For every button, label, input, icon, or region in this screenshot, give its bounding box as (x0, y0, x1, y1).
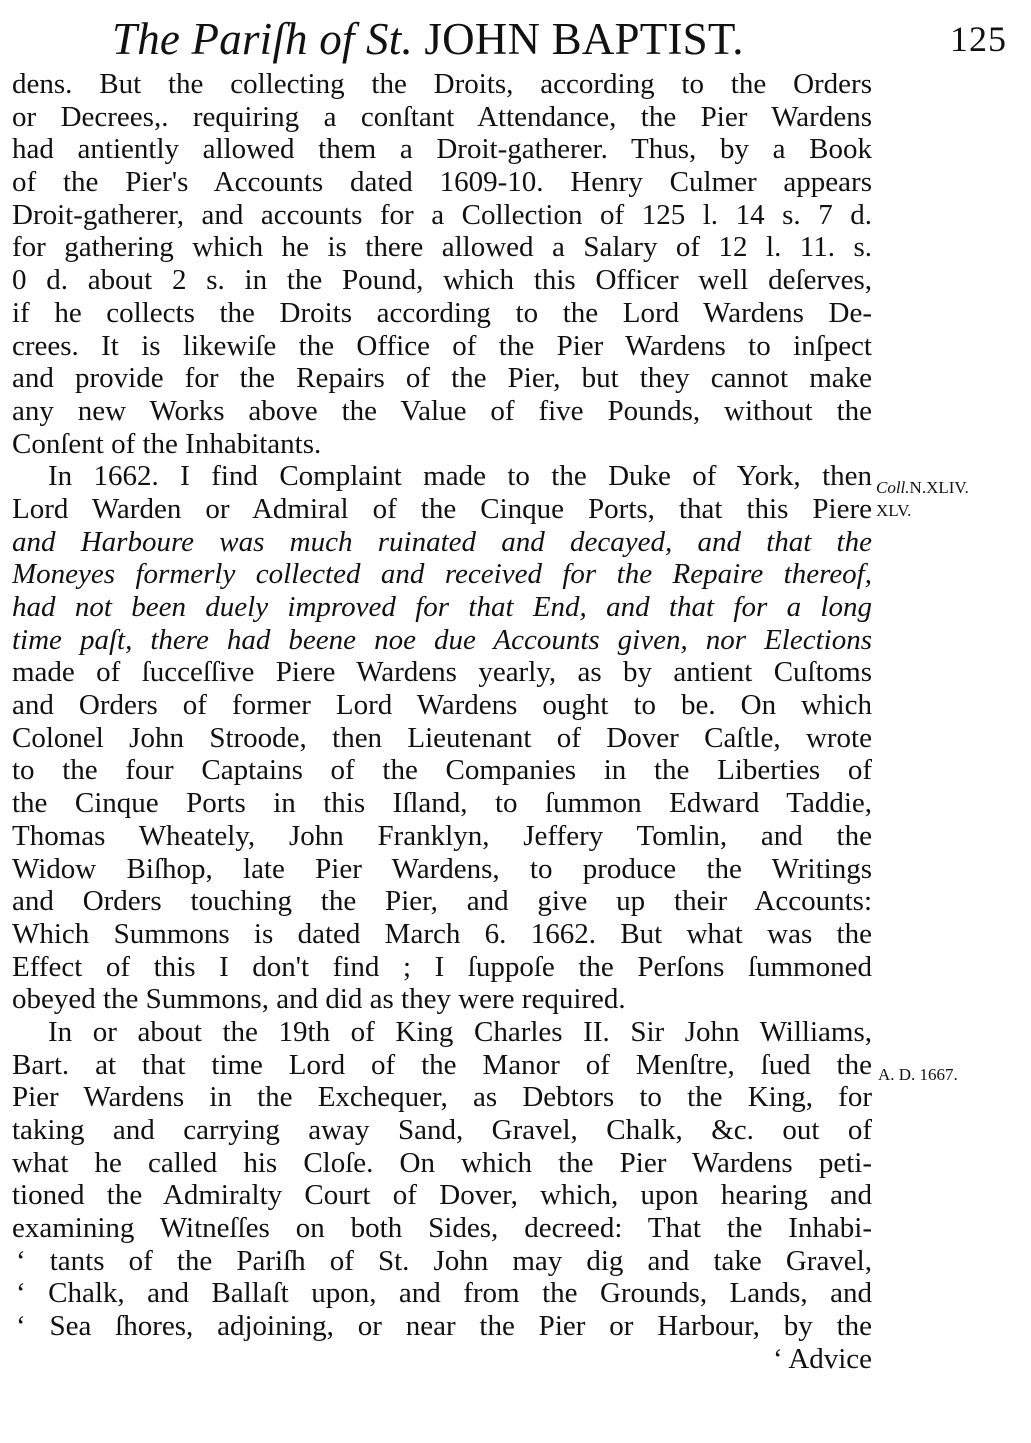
margin-note-year: A. D. 1667. (878, 1065, 958, 1084)
running-head-prefix: The Pariſh of St. (112, 14, 413, 64)
text-line: the Cinque Ports in this Iſland, to ſummon Edward Taddie, (12, 787, 872, 820)
text-line: dens. But the collecting the Droits, according to the Orders (12, 68, 872, 100)
text-line: examining Witneſſes on both Sides, decreed: That the Inhabi- (12, 1212, 872, 1245)
text-line: ‘ tants of the Pariſh of St. John may dig and take Gravel, (16, 1244, 872, 1277)
text-line: In or about the 19th of King Charles II. Sir John Williams, (48, 1015, 872, 1048)
text-line: 0 d. about 2 s. in the Pound, which this Officer well deſerves, (12, 264, 872, 297)
margin-note-coll-num: N.XLIV. (909, 478, 969, 497)
text-line: of the Pier's Accounts dated 1609-10. Henry Culmer appears (12, 166, 872, 199)
margin-note-collection-2: XLV. (876, 501, 912, 520)
text-line: and Harboure was much ruinated and decayed, and that the (12, 525, 872, 558)
running-head-main: JOHN BAPTIST. (412, 14, 744, 64)
text-line: any new Works above the Value of five Pounds, without the (12, 394, 872, 427)
text-line: Widow Biſhop, late Pier Wardens, to produce the Writings (12, 852, 872, 885)
margin-note-coll: Coll. (876, 478, 910, 497)
page-number: 125 (950, 19, 1007, 59)
body-text (12, 68, 872, 1376)
text-line: crees. It is likewiſe the Office of the Pier Wardens to inſpect (12, 329, 872, 362)
text-line: Droit-gatherer, and accounts for a Collection of 125 l. 14 s. 7 d. (12, 198, 872, 231)
running-head (112, 8, 744, 70)
margin-note-collection (876, 479, 969, 496)
text-line: for gathering which he is there allowed a Salary of 12 l. 11. s. (12, 231, 872, 264)
text-line: to the four Captains of the Companies in the Liberties of (12, 754, 872, 787)
text-line: tioned the Admiralty Court of Dover, which, upon hearing and (12, 1179, 872, 1212)
text-line: ‘ Chalk, and Ballaſt upon, and from the Grounds, Lands, and (16, 1277, 872, 1310)
text-line: Which Summons is dated March 6. 1662. But what was the (12, 917, 872, 950)
catchword: ‘ Advice (772, 1342, 872, 1375)
text-line: obeyed the Summons, and did as they were required. (12, 983, 626, 1016)
text-line: Bart. at that time Lord of the Manor of Menſtre, ſued the (12, 1048, 872, 1081)
page-header (112, 8, 1012, 70)
text-line: and provide for the Repairs of the Pier, but they cannot make (12, 362, 872, 395)
text-line: Effect of this I don't find ; I ſuppoſe the Perſons ſummoned (12, 950, 872, 983)
text-line: In 1662. I find Complaint made to the Duke of York, then (48, 460, 872, 493)
text-line: if he collects the Droits according to the Lord Wardens De- (12, 296, 872, 329)
text-line: taking and carrying away Sand, Gravel, Chalk, &c. out of (12, 1114, 872, 1146)
text-line: and Orders touching the Pier, and give up their Accounts: (12, 885, 872, 918)
text-line: Conſent of the Inhabitants. (12, 427, 322, 460)
text-line: time paſt, there had beene noe due Accounts given, nor Elections (12, 623, 872, 656)
text-line: or Decrees,. requiring a conſtant Attendance, the Pier Wardens (12, 100, 872, 133)
text-line: Moneyes formerly collected and received for the Repaire thereof, (12, 558, 872, 591)
text-line: had not been duely improved for that End, and that for a long (12, 591, 872, 623)
text-line: had antiently allowed them a Droit-gatherer. Thus, by a Book (12, 133, 872, 166)
text-line: Thomas Wheately, John Franklyn, Jeffery Tomlin, and the (12, 819, 872, 852)
text-line: Pier Wardens in the Exchequer, as Debtors to the King, for (12, 1081, 872, 1114)
text-line: what he called his Cloſe. On which the Pier Wardens peti- (12, 1146, 872, 1179)
text-line: ‘ Sea ſhores, adjoining, or near the Pier or Harbour, by the (16, 1310, 872, 1343)
text-line: Colonel John Stroode, then Lieutenant of Dover Caſtle, wrote (12, 721, 872, 754)
text-line: made of ſucceſſive Piere Wardens yearly, as by antient Cuſtoms (12, 656, 872, 689)
text-line: and Orders of former Lord Wardens ought to be. On which (12, 689, 872, 722)
text-line: Lord Warden or Admiral of the Cinque Ports, that this Piere (12, 492, 872, 525)
